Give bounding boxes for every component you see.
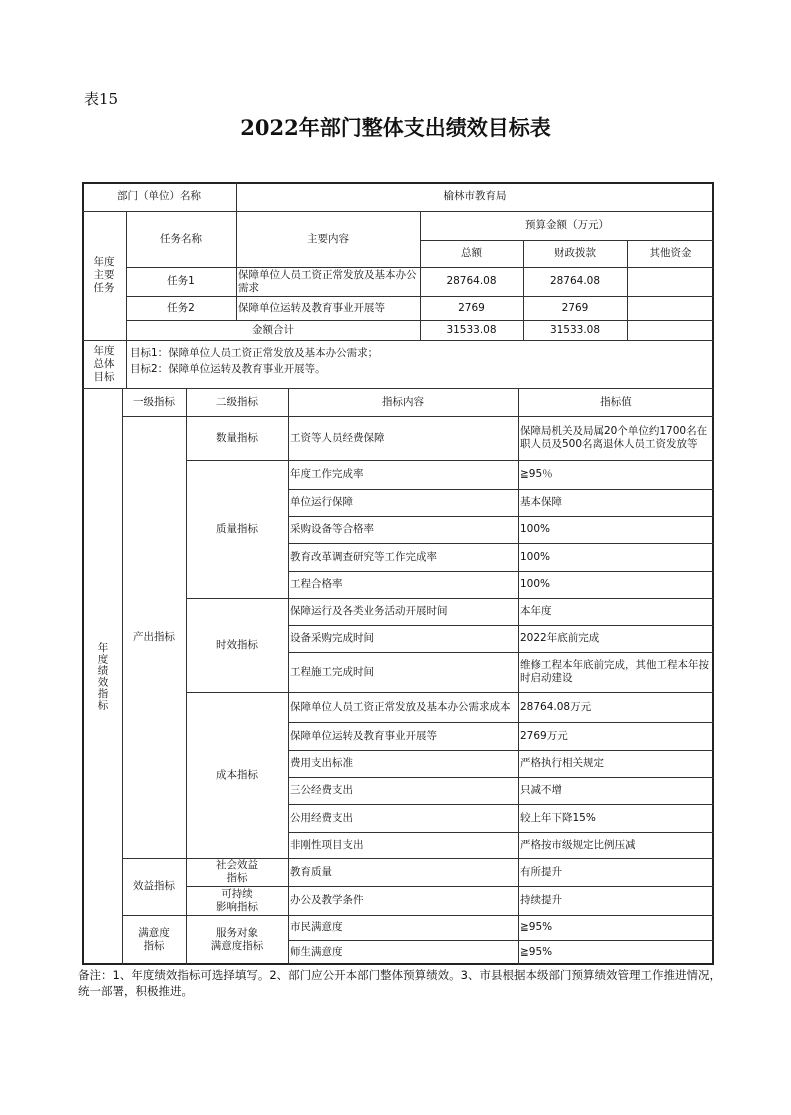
task-other <box>627 296 714 320</box>
grid-line <box>126 340 127 388</box>
indicator-content: 费用支出标准 <box>290 757 353 769</box>
goal-line-1: 目标1：保障单位人员工资正常发放及基本办公需求； <box>130 346 379 359</box>
l2-timeliness: 时效指标 <box>216 638 258 651</box>
dept-name: 榆林市教育局 <box>443 190 507 202</box>
l1-output: 产出指标 <box>133 630 175 643</box>
indicator-content: 年度工作完成率 <box>290 468 364 480</box>
indicator-content: 教育质量 <box>290 865 332 878</box>
indicator-value: 较上年下降15% <box>520 811 596 824</box>
indicator-content: 工资等人员经费保障 <box>290 431 385 444</box>
l2-service: 服务对象 满意度指标 <box>210 927 264 952</box>
task-content: 保障单位运转及教育事业开展等 <box>238 301 385 314</box>
task-other <box>627 267 714 296</box>
indicator-value: 严格按市级规定比例压减 <box>520 838 636 851</box>
indicator-content: 保障单位人员工资正常发放及基本办公需求成本 <box>290 700 511 713</box>
indicator-value: 基本保障 <box>520 496 562 508</box>
col-other: 其他资金 <box>649 247 692 259</box>
indicator-value: 只减不增 <box>520 784 562 796</box>
col-task-name: 任务名称 <box>160 232 202 245</box>
indicator-content: 保障单位运转及教育事业开展等 <box>290 729 437 742</box>
l1-satisfaction: 满意度 指标 <box>138 927 170 952</box>
indicator-value: ≧95％ <box>520 468 553 480</box>
indicator-value: 2022年底前完成 <box>520 632 600 644</box>
indicator-value: 28764.08万元 <box>520 700 592 713</box>
goal-line-2: 目标2：保障单位运转及教育事业开展等。 <box>130 362 326 375</box>
indicator-content: 保障运行及各类业务活动开展时间 <box>290 605 448 617</box>
document-title: 2022年部门整体支出绩效目标表 <box>240 115 551 140</box>
goals-section-label: 年度 总体 目标 <box>93 344 115 383</box>
indicator-content: 工程合格率 <box>290 578 343 590</box>
indicator-value: 有所提升 <box>520 865 562 878</box>
indicator-value: 100% <box>520 550 551 563</box>
indicator-value: 100% <box>520 578 551 590</box>
sum-total: 31533.08 <box>446 323 497 336</box>
task-name: 任务2 <box>167 301 195 314</box>
col-indicator-content: 指标内容 <box>382 395 424 408</box>
indicators-section-label: 年度绩效指标 <box>96 642 109 711</box>
sum-fiscal: 31533.08 <box>549 323 601 336</box>
indicator-content: 公用经费支出 <box>290 811 353 824</box>
task-fiscal: 28764.08 <box>549 275 601 287</box>
task-content: 保障单位人员工资正常发放及基本办公需求 <box>238 268 417 294</box>
indicator-value: 100% <box>520 523 551 535</box>
indicator-value: 保障局机关及局属20个单位约1700名在职人员及500名离退休人员工资发放等 <box>520 425 708 450</box>
footnote: 备注：1、年度绩效指标可选择填写。2、部门应公开本部门整体预算绩效。3、市县根据本级部门预算绩效管理工作推进情况，统一部署，积极推进。 <box>78 968 721 998</box>
task-total: 28764.08 <box>446 275 497 287</box>
l2-social: 社会效益 指标 <box>216 859 258 884</box>
indicator-content: 工程施工完成时间 <box>290 665 374 678</box>
indicator-content: 单位运行保障 <box>290 496 353 508</box>
task-fiscal: 2769 <box>561 301 589 314</box>
grid-line <box>82 340 714 341</box>
col-main-content: 主要内容 <box>307 232 349 245</box>
l2-sustain: 可持续 影响指标 <box>216 887 258 913</box>
l2-quantity: 数量指标 <box>216 431 258 444</box>
indicator-value: 持续提升 <box>520 894 562 906</box>
tasks-section-label: 年度 主要 任务 <box>93 256 115 294</box>
col-fiscal: 财政拨款 <box>554 247 596 259</box>
indicator-value: 严格执行相关规定 <box>520 757 604 769</box>
col-budget: 预算金额（万元） <box>525 219 609 231</box>
indicator-content: 教育改革调查研究等工作完成率 <box>290 550 437 563</box>
col-total: 总额 <box>461 247 482 259</box>
indicator-content: 三公经费支出 <box>290 784 353 796</box>
table-number: 表15 <box>84 90 119 108</box>
indicator-content: 非刚性项目支出 <box>290 838 364 851</box>
l1-benefit: 效益指标 <box>133 880 175 892</box>
task-total: 2769 <box>458 301 485 314</box>
l2-cost: 成本指标 <box>216 768 258 781</box>
indicator-value: ≧95% <box>520 921 553 933</box>
indicator-value: 本年度 <box>520 605 552 617</box>
indicator-content: 采购设备等合格率 <box>290 523 374 535</box>
indicator-value: 维修工程本年底前完成，其他工程本年按时启动建设 <box>520 659 709 684</box>
indicator-content: 师生满意度 <box>290 946 343 958</box>
indicator-content: 办公及教学条件 <box>290 894 364 906</box>
col-level1: 一级指标 <box>133 395 175 408</box>
dept-label: 部门（单位）名称 <box>117 190 201 202</box>
sum-label: 金额合计 <box>252 323 294 336</box>
indicator-value: ≧95% <box>520 946 553 958</box>
indicator-value: 2769万元 <box>520 729 568 742</box>
indicator-content: 市民满意度 <box>290 921 343 933</box>
col-level2: 二级指标 <box>216 395 258 408</box>
col-indicator-value: 指标值 <box>600 395 632 408</box>
indicator-content: 设备采购完成时间 <box>290 632 374 644</box>
task-name: 任务1 <box>167 275 195 287</box>
l2-quality: 质量指标 <box>216 522 258 535</box>
